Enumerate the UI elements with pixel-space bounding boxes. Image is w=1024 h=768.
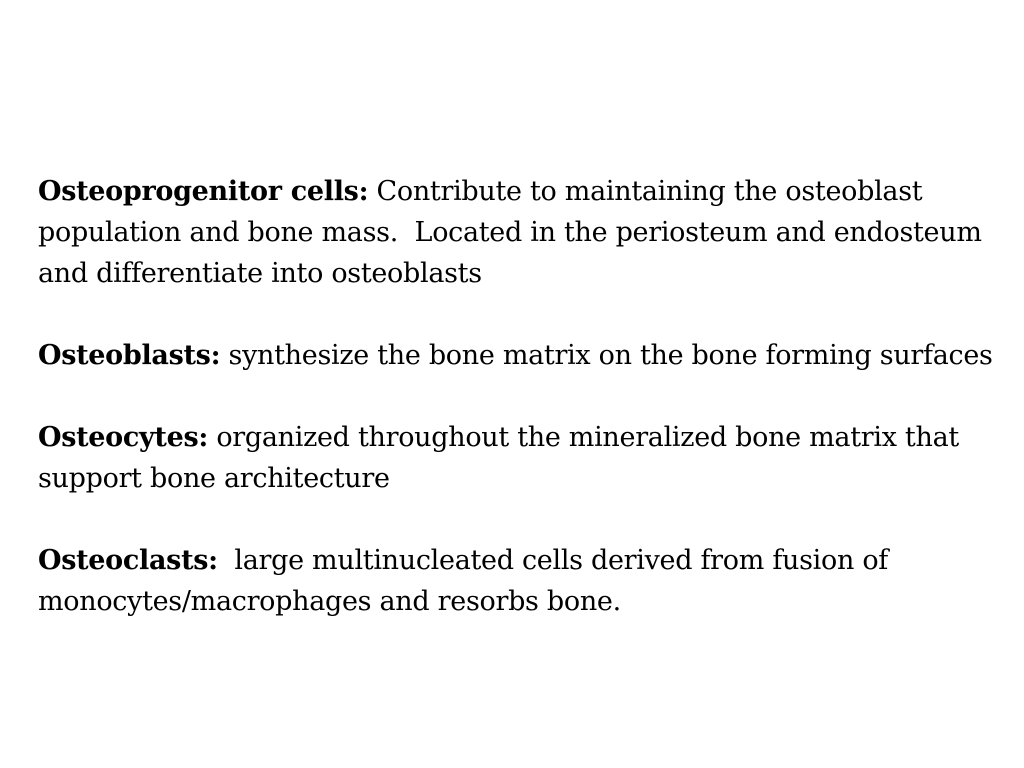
description-osteoclasts: large multinucleated cells derived from fusion of monocytes/macrophages and resorbs bone.: [38, 545, 897, 617]
entry-osteoprogenitor-cells: [38, 171, 998, 294]
bone-cell-definitions: [38, 171, 998, 622]
term-osteoclasts: Osteoclasts:: [38, 545, 218, 576]
term-osteoprogenitor-cells: Osteoprogenitor cells:: [38, 176, 369, 207]
description-osteocytes: organized throughout the mineralized bone matrix that support bone architecture: [38, 422, 968, 494]
description-osteoprogenitor-cells: Contribute to maintaining the osteoblast population and bone mass. Located in the periosteum and endosteum and differentiate into osteoblasts: [38, 176, 990, 289]
description-osteoblasts: synthesize the bone matrix on the bone forming surfaces: [220, 340, 993, 371]
term-osteoblasts: Osteoblasts:: [38, 340, 221, 371]
entry-osteocytes: [38, 417, 998, 499]
term-osteocytes: Osteocytes:: [38, 422, 209, 453]
entry-osteoblasts: [38, 335, 998, 376]
entry-osteoclasts: [38, 540, 998, 622]
